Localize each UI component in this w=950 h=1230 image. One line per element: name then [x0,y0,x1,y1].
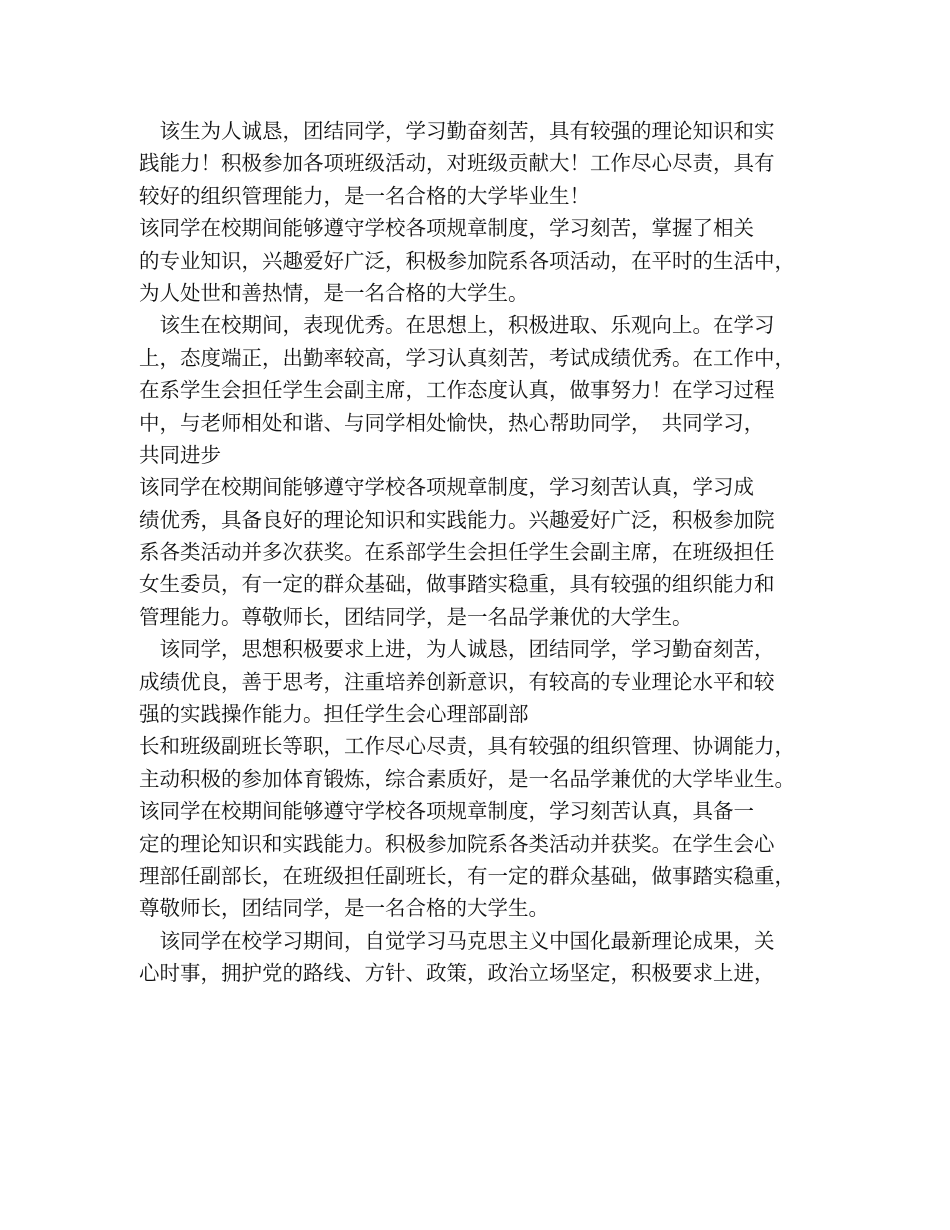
text-line-7: 该生在校期间，表现优秀。在思想上，积极进取、乐观向上。在学习 [139,313,775,338]
text-line-17: 该同学，思想积极要求上进，为人诚恳，团结同学，学习勤奋刻苦， [139,637,775,662]
text-line-18: 成绩优良，善于思考，注重培养创新意识，有较高的专业理论水平和较 [139,669,775,694]
text-line-8: 上，态度端正，出勤率较高，学习认真刻苦，考试成绩优秀。在工作中， [139,345,795,370]
text-line-10: 中，与老师相处和谐、与同学相处愉快，热心帮助同学， 共同学习， [139,410,765,435]
text-line-21: 主动积极的参加体育锻炼，综合素质好，是一名品学兼优的大学毕业生。 [139,766,795,791]
text-line-9: 在系学生会担任学生会副主席，工作态度认真，做事努力！在学习过程 [139,378,775,403]
text-line-24: 理部任副部长，在班级担任副班长，有一定的群众基础，做事踏实稳重， [139,863,795,888]
text-line-11: 共同进步 [139,442,221,467]
text-line-27: 心时事，拥护党的路线、方针、政策，政治立场坚定，积极要求上进， [139,961,775,986]
text-line-25: 尊敬师长，团结同学，是一名合格的大学生。 [139,896,549,921]
text-line-20: 长和班级副班长等职，工作尽心尽责，具有较强的组织管理、协调能力， [139,734,795,759]
text-line-22: 该同学在校期间能够遵守学校各项规章制度，学习刻苦认真，具备一 [139,799,754,824]
text-line-26: 该同学在校学习期间，自觉学习马克思主义中国化最新理论成果，关 [139,928,775,953]
text-line-12: 该同学在校期间能够遵守学校各项规章制度，学习刻苦认真，学习成 [139,475,754,500]
text-line-6: 为人处世和善热情，是一名合格的大学生。 [139,280,529,305]
text-line-23: 定的理论知识和实践能力。积极参加院系各类活动并获奖。在学生会心 [139,831,775,856]
text-line-5: 的专业知识，兴趣爱好广泛，积极参加院系各项活动，在平时的生活中， [139,248,795,273]
text-line-1: 该生为人诚恳，团结同学，学习勤奋刻苦，具有较强的理论知识和实 [139,119,775,143]
text-line-13: 绩优秀，具备良好的理论知识和实践能力。兴趣爱好广泛，积极参加院 [139,507,775,532]
text-line-14: 系各类活动并多次获奖。在系部学生会担任学生会副主席，在班级担任 [139,540,775,565]
text-line-15: 女生委员，有一定的群众基础，做事踏实稳重，具有较强的组织能力和 [139,572,775,597]
text-line-16: 管理能力。尊敬师长，团结同学，是一名品学兼优的大学生。 [139,604,693,629]
text-line-2: 践能力！积极参加各项班级活动，对班级贡献大！工作尽心尽责，具有 [139,151,775,176]
document-body [139,115,827,990]
text-line-19: 强的实践操作能力。担任学生会心理部副部 [139,702,529,727]
text-line-3: 较好的组织管理能力，是一名合格的大学毕业生！ [139,183,590,208]
text-line-4: 该同学在校期间能够遵守学校各项规章制度，学习刻苦，掌握了相关 [139,216,754,241]
